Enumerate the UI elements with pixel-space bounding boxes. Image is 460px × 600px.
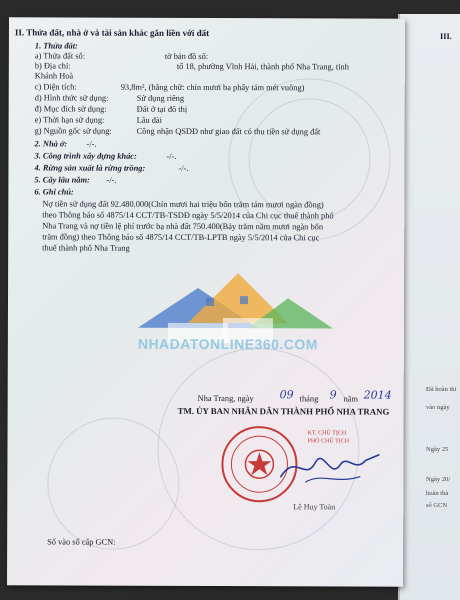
usage-origin-value: Công nhận QSDĐ như giao đất có thu tiền sử dụng đất	[136, 126, 321, 137]
side-note: Ngày 25	[426, 446, 449, 453]
house-heading: 2. Nhà ở:	[34, 139, 68, 149]
other-construction-heading: 3. Công trình xây dựng khác:	[34, 151, 137, 161]
date-year: 2014	[363, 388, 392, 402]
signer-title-2: PHÓ CHỦ TỊCH	[307, 438, 350, 445]
side-note: vào ngày	[426, 404, 450, 411]
land-certificate-page	[7, 17, 405, 586]
note-line: trăm đồng) theo Thông báo số 4875/14 CCT/TB-LPTB ngày 5/5/2014 của Chi cục	[42, 232, 320, 243]
issuing-authority: TM. ỦY BAN NHÂN DÂN THÀNH PHỐ NHA TRANG	[177, 405, 390, 417]
side-note: Đã hoàn thi	[426, 386, 457, 393]
registry-number-label: Số vào sổ cấp GCN:	[47, 537, 116, 547]
address-value-cont: Khánh Hoà	[34, 71, 74, 81]
perennial-trees-value: -/-.	[106, 175, 117, 185]
usage-purpose-label: đ) Mục đích sử dụng:	[34, 104, 107, 114]
date-month-label: tháng	[299, 394, 319, 404]
handwritten-signature	[275, 442, 385, 492]
plot-number-label: a) Thửa đất số:	[34, 51, 86, 61]
section-title: II. Thửa đất, nhà ở và tài sản khác gắn liền với đất	[14, 27, 210, 39]
date-year-label: năm	[343, 394, 359, 404]
usage-term-value: Lâu dài	[136, 115, 163, 125]
address-label: b) Địa chỉ:	[34, 61, 71, 71]
area-value: 93,8m², (bằng chữ: chín mươi ba phẩy tám mét vuông)	[120, 82, 305, 93]
forest-heading: 4. Rừng sản xuất là rừng trồng:	[34, 163, 146, 173]
usage-term-label: e) Thời hạn sử dụng:	[34, 115, 105, 125]
date-place: Nha Trang, ngày	[197, 393, 254, 404]
notes-heading: 6. Ghi chú:	[34, 187, 74, 197]
date-day: 09	[279, 388, 294, 402]
date-month: 9	[329, 388, 337, 402]
land-plot-heading: 1. Thửa đất:	[34, 41, 78, 51]
side-note: hoàn thà	[426, 490, 449, 497]
side-note: Ngày 20/	[426, 476, 451, 483]
note-line: theo Thông báo số 4875/14 CCT/TB-TSDĐ ngày 5/5/2014 của Chi cục thuế thành phố	[42, 210, 334, 221]
note-line: Nha Trang và nợ tiền lệ phí trước bạ nhà đất 750.400(Bảy trăm năm mươi ngàn bốn	[42, 221, 324, 232]
map-sheet-label: tờ bản đồ số:	[164, 51, 209, 62]
adjacent-page	[398, 14, 460, 600]
signer-name: Lê Huy Toàn	[293, 502, 336, 512]
house-value: -/-.	[86, 139, 97, 149]
watermark-text: NHADATONLINE360.COM	[137, 335, 319, 353]
area-label: c) Diện tích:	[34, 82, 77, 92]
perennial-trees-heading: 5. Cây lâu năm:	[34, 175, 90, 185]
note-line: thuế thành phố Nha Trang	[42, 243, 130, 253]
guilloche-pattern	[47, 417, 179, 549]
address-value: tổ 18, phường Vĩnh Hải, thành phố Nha Trang, tỉnh	[176, 61, 349, 72]
side-note: sổ GCN	[426, 502, 448, 509]
forest-value: -/-.	[178, 163, 189, 173]
side-section-heading: III.	[440, 32, 452, 41]
usage-form-label: d) Hình thức sử dụng:	[34, 93, 109, 103]
usage-origin-label: g) Nguồn gốc sử dụng:	[34, 126, 112, 136]
usage-form-value: Sử dụng riêng	[136, 93, 185, 103]
note-line: Nợ tiền sử dụng đất 92.480.000(Chín mươi hai triệu bốn trăm tám mươi ngàn đồng)	[42, 199, 324, 210]
other-construction-value: -/-.	[166, 151, 177, 161]
usage-purpose-value: Đất ở tại đô thị	[136, 104, 188, 114]
signer-title: KT. CHỦ TỊCH	[307, 430, 347, 437]
